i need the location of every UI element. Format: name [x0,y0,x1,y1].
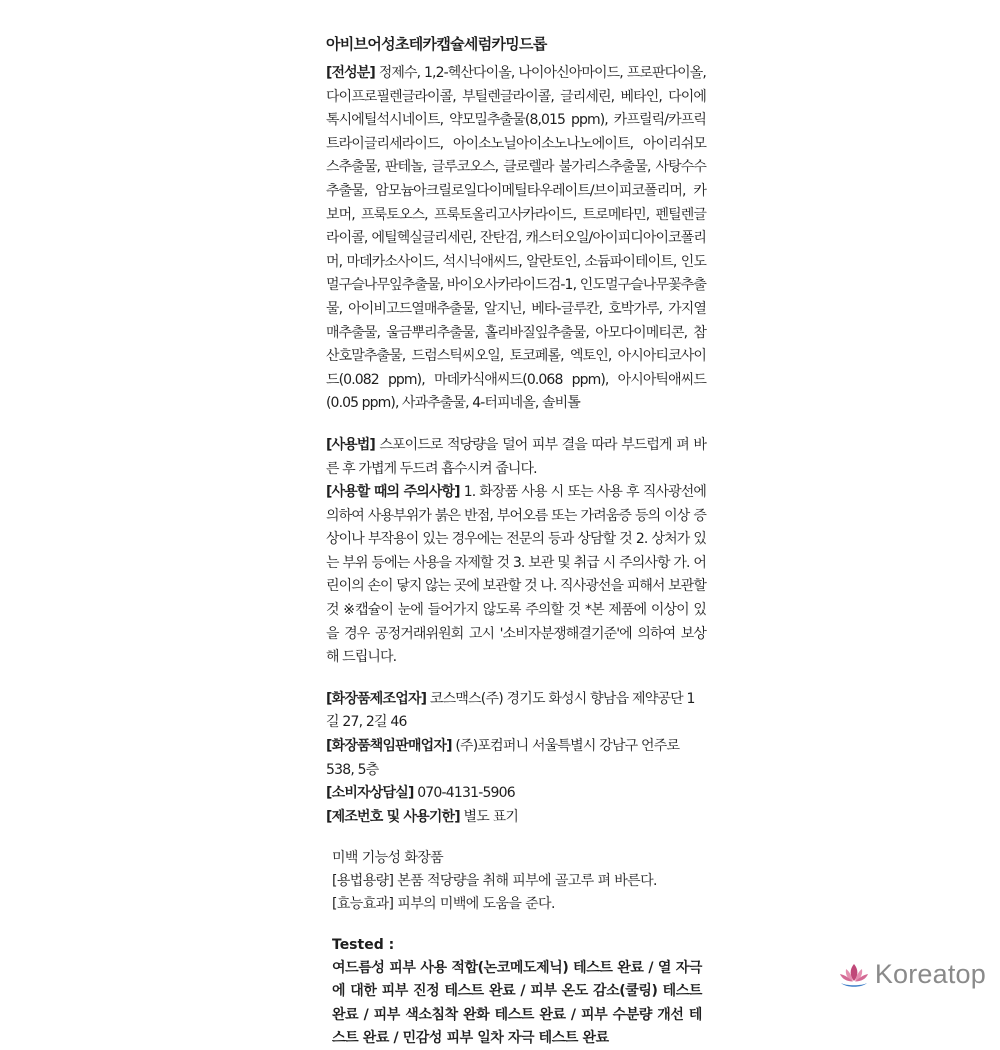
tested-title: Tested : [332,937,395,954]
ingredients-label: [전성분] [326,65,375,81]
functional-cosmetic-section [326,847,706,915]
caution-section [326,481,706,670]
ingredients-section [326,62,706,416]
caution-label: [사용할 때의 주의사항] [326,484,460,501]
consult-label: [소비자상담실] [326,785,414,802]
effect-text: 피부의 미백에 도움을 준다. [393,895,555,912]
seller-row [326,735,706,782]
tested-text: 여드름성 피부 사용 적합(논코메도제닉) 테스트 완료 / 열 자극에 대한 피부 진정 테스트 완료 / 피부 온도 감소(쿨링) 테스트 완료 / 피부 색소침착 완화 테스트 완료 / 피부 수분량 개선 테스트 완료 / 민감성 피부 일차 자극 테스트 완료 [332,960,702,1046]
dosage-label: [용법용량] [332,873,394,889]
usage-text: 스포이드로 적당량을 덜어 피부 결을 따라 부드럽게 펴 바른 후 가볍게 두드려 흡수시켜 줍니다. [326,436,706,477]
company-info [326,688,706,830]
product-label-document [326,34,706,1050]
usage-section [326,434,706,481]
brand-name: Koreatop [874,959,986,989]
usage-label: [사용법] [326,436,375,453]
effect-row [332,893,706,916]
lotus-icon [837,961,871,989]
lot-label: [제조번호 및 사용기한] [326,808,460,825]
ingredients-text: 정제수, 1,2-헥산다이올, 나이아신아마이드, 프로판다이올, 다이프로필렌글라이콜, 부틸렌글라이콜, 글리세린, 베타인, 다이에톡시에틸석시네이트, 약모밀추출물(8,015 ppm), 카프릴릭/카프릭트라이글리세라이드, 아이소노닐아이소노나노에이트, 아이리쉬모스추출물, 판테놀, 글루코오스, 클로렐라 불가리스추출물, 사탕수수추출물, 암모늄아크릴로일다이메틸타우레이트/브이피코폴리머, 카보머, 프룩토오스, 프룩토올리고사카라이드, 트로메타민, 펜틸렌글라이콜, 에틸헥실글리세린, 잔탄검, 캐스터오일/아이피디아이코폴리머, 마데카소사이드, 석시닉애씨드, 알란토인, 소듐파이테이트, 인도멀구슬나무잎추출물, 바이오사카라이드검-1, 인도멀구슬나무꽃추출물, 아이비고드열매추출물, 알지닌, 베타-글루칸, 호박가루, 가지열매추출물, 울금뿌리추출물, 홀리바질잎추출물, 아모다이메티콘, 참산호말추출물, 드럼스틱씨오일, 토코페롤, 엑토인, 아시아티코사이드(0.082 ppm), 마데카식애씨드(0.068 ppm), 아시아틱애씨드(0.05 ppm), 사과추출물, 4-터피네올, 솔비톨 [326,65,706,412]
manufacturer-label: [화장품제조업자] [326,690,427,707]
lot-row [326,806,706,830]
seller-text: (주)포컴퍼니 서울특별시 강남구 언주로 538, 5층 [326,738,680,778]
manufacturer-text: 코스맥스(주) 경기도 화성시 향남읍 제약공단 1길 27, 2길 46 [326,690,695,731]
tested-section [326,933,706,1050]
consult-row [326,782,706,806]
dosage-text: 본품 적당량을 취해 피부에 골고루 펴 바른다. [393,873,657,889]
consult-text: 070-4131-5906 [413,785,515,802]
functional-title: 미백 기능성 화장품 [332,850,444,867]
caution-text: 1. 화장품 사용 시 또는 사용 후 직사광선에 의하여 사용부위가 붉은 반점, 부어오름 또는 가려움증 등의 이상 증상이나 부작용이 있는 경우에는 전문의 등과 상담할 것 2. 상처가 있는 부위 등에는 사용을 자제할 것 3. 보관 및 취급 시 주의사항 가. 어린이의 손이 닿지 않는 곳에 보관할 것 나. 직사광선을 피해서 보관할 것 ※캡슐이 눈에 들어가지 않도록 주의할 것 *본 제품에 이상이 있을 경우 공정거래위원회 고시 '소비자분쟁해결기준'에 의하여 보상해 드립니다. [326,484,707,666]
dosage-row [332,870,706,893]
seller-label: [화장품책임판매업자] [326,738,452,755]
brand-logo [837,959,986,990]
effect-label: [효능효과] [332,895,394,912]
manufacturer-row [326,688,706,735]
product-title: 아비브어성초테카캡슐세럼카밍드롭 [326,35,547,53]
lot-text: 별도 표기 [459,808,519,825]
